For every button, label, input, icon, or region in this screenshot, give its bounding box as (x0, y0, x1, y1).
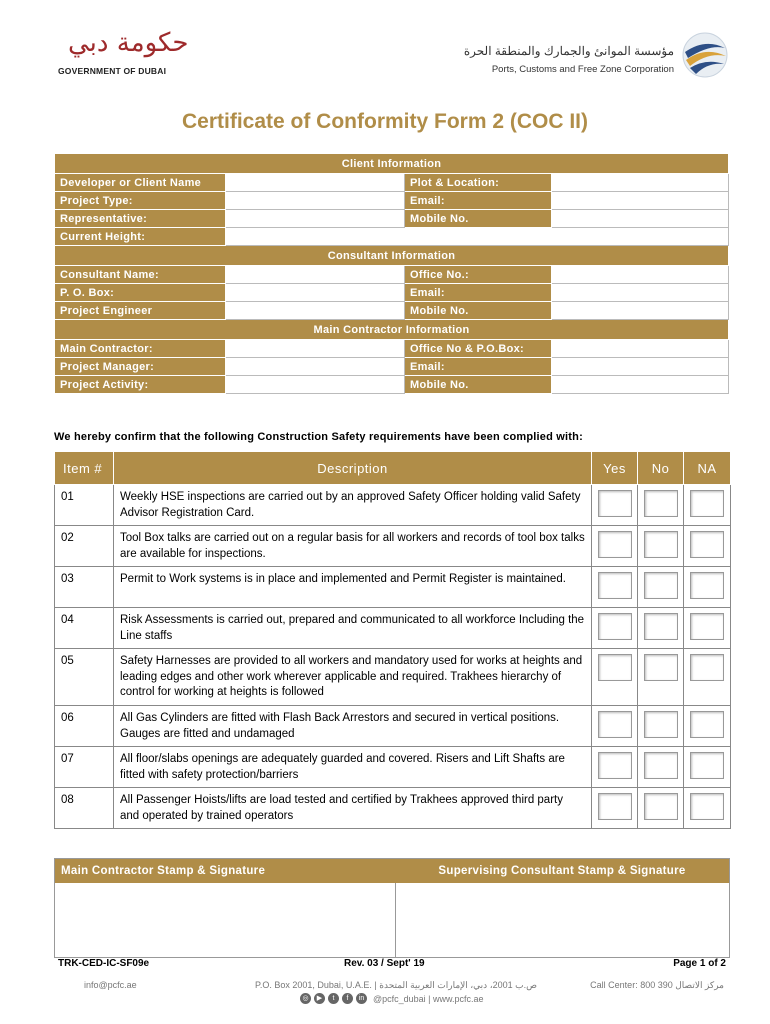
social-links (300, 993, 484, 1004)
na-checkbox[interactable] (690, 531, 724, 558)
pcfc-logo-arabic: مؤسسة الموانئ والجمارك والمنطقة الحرة (463, 44, 674, 58)
consultant-label: Consultant Name: (55, 266, 226, 284)
client-label: Project Type: (55, 192, 226, 210)
social-handle: @pcfc_dubai | www.pcfc.ae (373, 993, 484, 1004)
na-cell (684, 747, 731, 788)
yes-checkbox[interactable] (598, 711, 632, 738)
instagram-icon[interactable]: ◎ (300, 993, 311, 1004)
consultant-label: Project Engineer (55, 302, 226, 320)
item-number: 03 (55, 567, 114, 608)
na-checkbox[interactable] (690, 613, 724, 640)
page-number: Page 1 of 2 (673, 958, 726, 969)
no-checkbox[interactable] (644, 752, 678, 779)
item-description: All floor/slabs openings are adequately guarded and covered. Risers and Lift Shafts are fitted with safety protection/barriers (114, 747, 592, 788)
item-number: 04 (55, 608, 114, 649)
no-checkbox[interactable] (644, 531, 678, 558)
header-yes: Yes (592, 452, 638, 485)
pcfc-logo (463, 30, 730, 80)
table-row (55, 608, 731, 649)
consultant-label: Mobile No. (405, 302, 552, 320)
consultant-pobox-field[interactable] (226, 284, 405, 302)
header-item-number: Item # (55, 452, 114, 485)
item-description: All Gas Cylinders are fitted with Flash Back Arrestors and secured in vertical positions. Gauges are fitted and undamaged (114, 706, 592, 747)
item-description: Safety Harnesses are provided to all workers and mandatory used for works at heights and leading edges and other work wherever applicable and required. Trakhees hierarchy of control for working at heights is followed (114, 649, 592, 706)
table-row (55, 747, 731, 788)
consultant-mobile-field[interactable] (552, 302, 729, 320)
no-cell (638, 485, 684, 526)
client-email-field[interactable] (552, 192, 729, 210)
project-manager-field[interactable] (226, 358, 405, 376)
yes-cell (592, 526, 638, 567)
project-activity-field[interactable] (226, 376, 405, 394)
na-cell (684, 649, 731, 706)
header-description: Description (114, 452, 592, 485)
na-checkbox[interactable] (690, 654, 724, 681)
signature-divider (395, 883, 396, 958)
representative-field[interactable] (226, 210, 405, 228)
table-row (55, 649, 731, 706)
header-na: NA (684, 452, 731, 485)
item-number: 06 (55, 706, 114, 747)
na-cell (684, 706, 731, 747)
na-checkbox[interactable] (690, 572, 724, 599)
consultant-email-field[interactable] (552, 284, 729, 302)
item-number: 02 (55, 526, 114, 567)
contractor-label: Project Activity: (55, 376, 226, 394)
footer-email: info@pcfc.ae (84, 980, 137, 990)
item-description: Weekly HSE inspections are carried out by an approved Safety Officer holding valid Safety Advisor Registration Card. (114, 485, 592, 526)
no-cell (638, 567, 684, 608)
contractor-label: Main Contractor: (55, 340, 226, 358)
yes-cell (592, 608, 638, 649)
item-description: Permit to Work systems is in place and implemented and Permit Register is maintained. (114, 567, 592, 608)
client-label: Current Height: (55, 228, 226, 246)
confirmation-statement: We hereby confirm that the following Construction Safety requirements have been complied with: (54, 431, 583, 443)
main-contractor-signature-label: Main Contractor Stamp & Signature (61, 865, 266, 877)
client-label: Mobile No. (405, 210, 552, 228)
item-number: 08 (55, 788, 114, 829)
no-checkbox[interactable] (644, 654, 678, 681)
table-row (55, 706, 731, 747)
contractor-information-heading: Main Contractor Information (55, 320, 729, 340)
no-cell (638, 788, 684, 829)
contractor-label: Email: (405, 358, 552, 376)
client-label: Developer or Client Name (55, 174, 226, 192)
no-checkbox[interactable] (644, 793, 678, 820)
consultant-label: P. O. Box: (55, 284, 226, 302)
yes-checkbox[interactable] (598, 793, 632, 820)
no-cell (638, 526, 684, 567)
client-name-field[interactable] (226, 174, 405, 192)
footer-call-center: Call Center: 800 390 مركز الاتصال (590, 980, 724, 990)
no-checkbox[interactable] (644, 572, 678, 599)
no-cell (638, 747, 684, 788)
government-of-dubai-logo (58, 28, 189, 78)
table-row (55, 567, 731, 608)
na-cell (684, 608, 731, 649)
client-information-heading: Client Information (55, 154, 729, 174)
dubai-logo-english: GOVERNMENT OF DUBAI (58, 66, 167, 76)
contractor-email-field[interactable] (552, 358, 729, 376)
project-engineer-field[interactable] (226, 302, 405, 320)
yes-cell (592, 567, 638, 608)
na-checkbox[interactable] (690, 752, 724, 779)
yes-checkbox[interactable] (598, 752, 632, 779)
na-cell (684, 567, 731, 608)
na-cell (684, 788, 731, 829)
footer-address: P.O. Box 2001, Dubai, U.A.E. | ص.ب 2001، دبي، الإمارات العربية المتحدة (255, 980, 537, 990)
contractor-office-field[interactable] (552, 340, 729, 358)
client-mobile-field[interactable] (552, 210, 729, 228)
yes-cell (592, 485, 638, 526)
requirements-table (54, 451, 731, 829)
no-checkbox[interactable] (644, 711, 678, 738)
yes-cell (592, 706, 638, 747)
no-cell (638, 608, 684, 649)
yes-checkbox[interactable] (598, 572, 632, 599)
facebook-icon[interactable]: f (342, 993, 353, 1004)
item-description: Tool Box talks are carried out on a regular basis for all workers and records of tool box talks are available for inspections. (114, 526, 592, 567)
revision: Rev. 03 / Sept' 19 (344, 958, 425, 969)
yes-checkbox[interactable] (598, 490, 632, 517)
na-cell (684, 526, 731, 567)
no-checkbox[interactable] (644, 613, 678, 640)
main-contractor-field[interactable] (226, 340, 405, 358)
na-cell (684, 485, 731, 526)
yes-cell (592, 649, 638, 706)
contractor-label: Project Manager: (55, 358, 226, 376)
table-row (55, 788, 731, 829)
no-checkbox[interactable] (644, 490, 678, 517)
table-row (55, 485, 731, 526)
header-no: No (638, 452, 684, 485)
yes-cell (592, 747, 638, 788)
information-table (54, 153, 729, 394)
item-number: 01 (55, 485, 114, 526)
item-number: 05 (55, 649, 114, 706)
na-checkbox[interactable] (690, 711, 724, 738)
client-label: Email: (405, 192, 552, 210)
item-description: All Passenger Hoists/lifts are load tested and certified by Trakhees approved third party and operated by trained operators (114, 788, 592, 829)
page-title: Certificate of Conformity Form 2 (COC II) (181, 110, 589, 133)
no-cell (638, 706, 684, 747)
pcfc-logo-english: Ports, Customs and Free Zone Corporation (491, 64, 674, 75)
na-checkbox[interactable] (690, 793, 724, 820)
yes-checkbox[interactable] (598, 613, 632, 640)
document-id: TRK-CED-IC-SF09e (58, 958, 150, 969)
current-height-field[interactable] (226, 228, 729, 246)
yes-checkbox[interactable] (598, 654, 632, 681)
contractor-label: Office No & P.O.Box: (405, 340, 552, 358)
dubai-logo-arabic: حكومة دبي (68, 28, 189, 58)
twitter-icon[interactable]: t (328, 993, 339, 1004)
consultant-signature-label: Supervising Consultant Stamp & Signature (438, 865, 686, 877)
item-number: 07 (55, 747, 114, 788)
globe-icon (680, 30, 730, 80)
contractor-label: Mobile No. (405, 376, 552, 394)
plot-location-field[interactable] (552, 174, 729, 192)
no-cell (638, 649, 684, 706)
yes-cell (592, 788, 638, 829)
na-checkbox[interactable] (690, 490, 724, 517)
youtube-icon[interactable]: ▶ (314, 993, 325, 1004)
linkedin-icon[interactable]: in (356, 993, 367, 1004)
project-type-field[interactable] (226, 192, 405, 210)
client-label: Plot & Location: (405, 174, 552, 192)
item-description: Risk Assessments is carried out, prepared and communicated to all workforce Including the Line staffs (114, 608, 592, 649)
signature-block (54, 858, 730, 958)
yes-checkbox[interactable] (598, 531, 632, 558)
consultant-information-heading: Consultant Information (55, 246, 729, 266)
consultant-name-field[interactable] (226, 266, 405, 284)
consultant-label: Email: (405, 284, 552, 302)
client-label: Representative: (55, 210, 226, 228)
consultant-label: Office No.: (405, 266, 552, 284)
table-row (55, 526, 731, 567)
contractor-mobile-field[interactable] (552, 376, 729, 394)
consultant-office-field[interactable] (552, 266, 729, 284)
